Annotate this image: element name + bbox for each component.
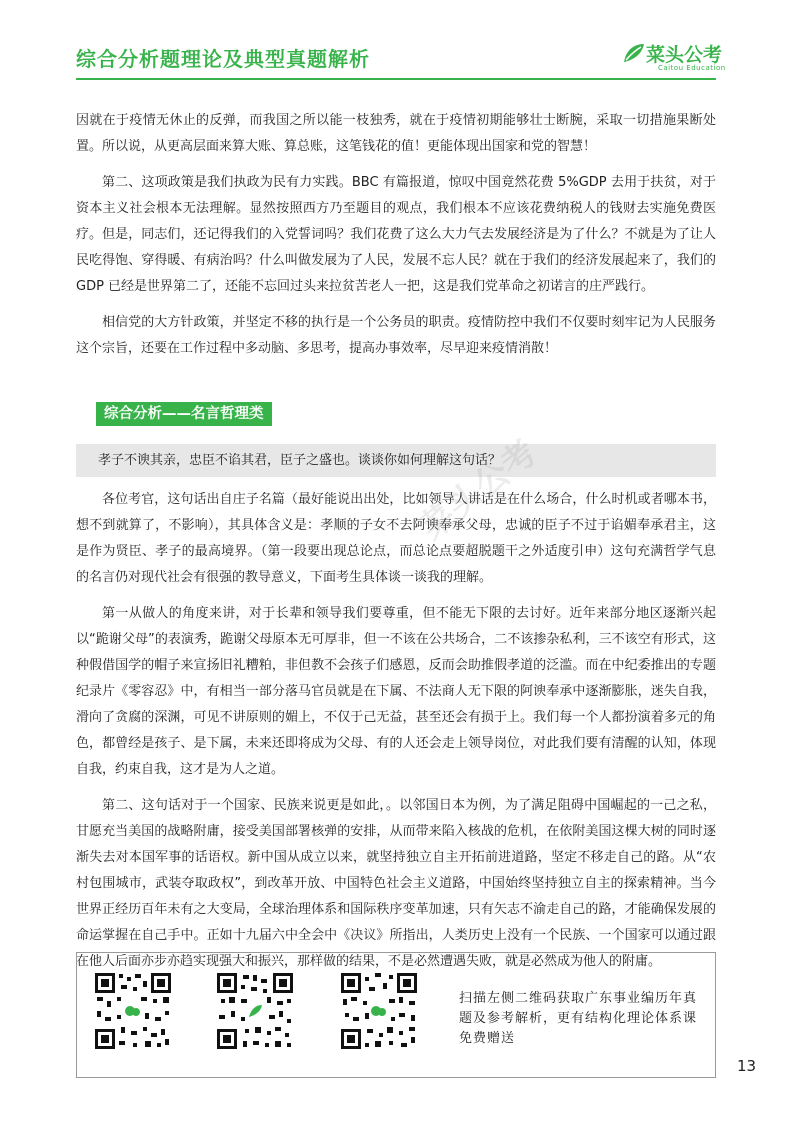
logo-text: 菜头公考 — [646, 44, 723, 66]
qr-code-icon[interactable] — [93, 971, 173, 1051]
paragraph: 各位考官，这句话出自庄子名篇（最好能说出出处，比如领导人讲话是在什么场合，什么时机或者哪本书，想不到就算了，不影响），其具体含义是：孝顺的子女不去阿谀奉承父母，忠诚的臣子不过于谄媚奉承君主，这是作为贤臣、孝子的最高境界。（第一段要出现总论点，而总论点要超脱题干之外适度引申）这句充满哲学气息的名言仍对现代社会有很强的教导意义，下面考生具体谈一谈我的理解。 — [76, 492, 716, 585]
paragraph: 因就在于疫情无休止的反弹，而我国之所以能一枝独秀，就在于疫情初期能够壮士断腕，采取一切措施果断处置。所以说，从更高层面来算大账、算总账，这笔钱花的值！更能体现出国家和党的智慧！ — [76, 113, 716, 154]
logo-subtext: Caitou Education — [658, 64, 726, 72]
header-divider — [76, 78, 716, 80]
leaf-logo-icon — [622, 42, 646, 64]
brand-logo — [622, 40, 726, 76]
footer-promo-text: 扫描左侧二维码获取广东事业编历年真题及参考解析，更有结构化理论体系课免费赠送 — [459, 991, 698, 1046]
paragraph: 相信党的大方针政策，并坚定不移的执行是一个公务员的职责。疫情防控中我们不仅要时刻牢记为人民服务这个宗旨，还要在工作过程中多动脑、多思考，提高办事效率，尽早迎来疫情消散！ — [76, 315, 716, 356]
paragraph: 第二、这句话对于一个国家、民族来说更是如此，。以邻国日本为例，为了满足阻碍中国崛起的一己之私，甘愿充当美国的战略附庸，接受美国部署核弹的安排，从而带来陷入核战的危机，在依附美国这棵大树的同时逐渐失去对本国军事的话语权。新中国从成立以来，就坚持独立自主开拓前进道路，坚定不移走自己的路。从“农村包围城市，武装夺取政权”，到改革开放、中国特色社会主义道路，中国始终坚持独立自主的探索精神。当今世界正经历百年未有之大变局，全球治理体系和国际秩序变革加速，只有矢志不渝走自己的路，才能确保发展的命运掌握在自己手中。正如十九届六中全会中《决议》所指出，人类历史上没有一个民族、一个国家可以通过跟在他人后面亦步亦趋实现强大和振兴，那样做的结果，不是必然遭遇失败，就是必然成为他人的附庸。 — [76, 798, 716, 969]
header-title: 综合分析题理论及典型真题解析 — [76, 47, 370, 71]
qr-code-icon[interactable] — [339, 971, 419, 1051]
question-box: 孝子不谀其亲，忠臣不谄其君，臣子之盛也。谈谈你如何理解这句话？ — [76, 444, 716, 477]
watermark: 菜头公考 — [412, 432, 545, 548]
qr-code-icon[interactable] — [215, 971, 295, 1051]
qr-footer-box — [76, 952, 716, 1078]
page-number: 13 — [737, 1057, 757, 1075]
page-header — [0, 0, 800, 80]
document-body — [76, 108, 716, 975]
paragraph: 第二、这项政策是我们执政为民有力实践。BBC 有篇报道，惊叹中国竟然花费 5%GDP 去用于扶贫，对于资本主义社会根本无法理解。显然按照西方乃至题目的观点，我们根本不应该花费纳税人的钱财去实施免费医疗。但是，同志们，还记得我们的入党誓词吗？我们花费了这么大力气去发展经济是为了什么？不就是为了让人民吃得饱、穿得暖、有病治吗？什么叫做发展为了人民，发展不忘人民？就在于我们的经济发展起来了，我们的 GDP 已经是世界第二了，还能不忘回过头来拉贫苦老人一把，这是我们党革命之初诺言的庄严践行。 — [76, 175, 716, 294]
paragraph: 第一从做人的角度来讲，对于长辈和领导我们要尊重，但不能无下限的去讨好。近年来部分地区逐渐兴起以“跪谢父母”的表演秀，跪谢父母原本无可厚非，但一不该在公共场合，二不该掺杂私利，三不该空有形式，这种假借国学的帽子来宣扬旧礼糟粕，非但教不会孩子们感恩，反而会助推假孝道的泛滥。而在中纪委推出的专题纪录片《零容忍》中，有相当一部分落马官员就是在下属、不法商人无下限的阿谀奉承中逐渐膨胀，迷失自我，滑向了贪腐的深渊，可见不讲原则的媚上，不仅于己无益，甚至还会有损于上。我们每一个人都扮演着多元的角色，都曾经是孩子、是下属，未来还即将成为父母、有的人还会走上领导岗位，对此我们要有清醒的认知，体现自我，约束自我，这才是为人之道。 — [76, 606, 716, 777]
section-tag: 综合分析——名言哲理类 — [96, 402, 272, 426]
